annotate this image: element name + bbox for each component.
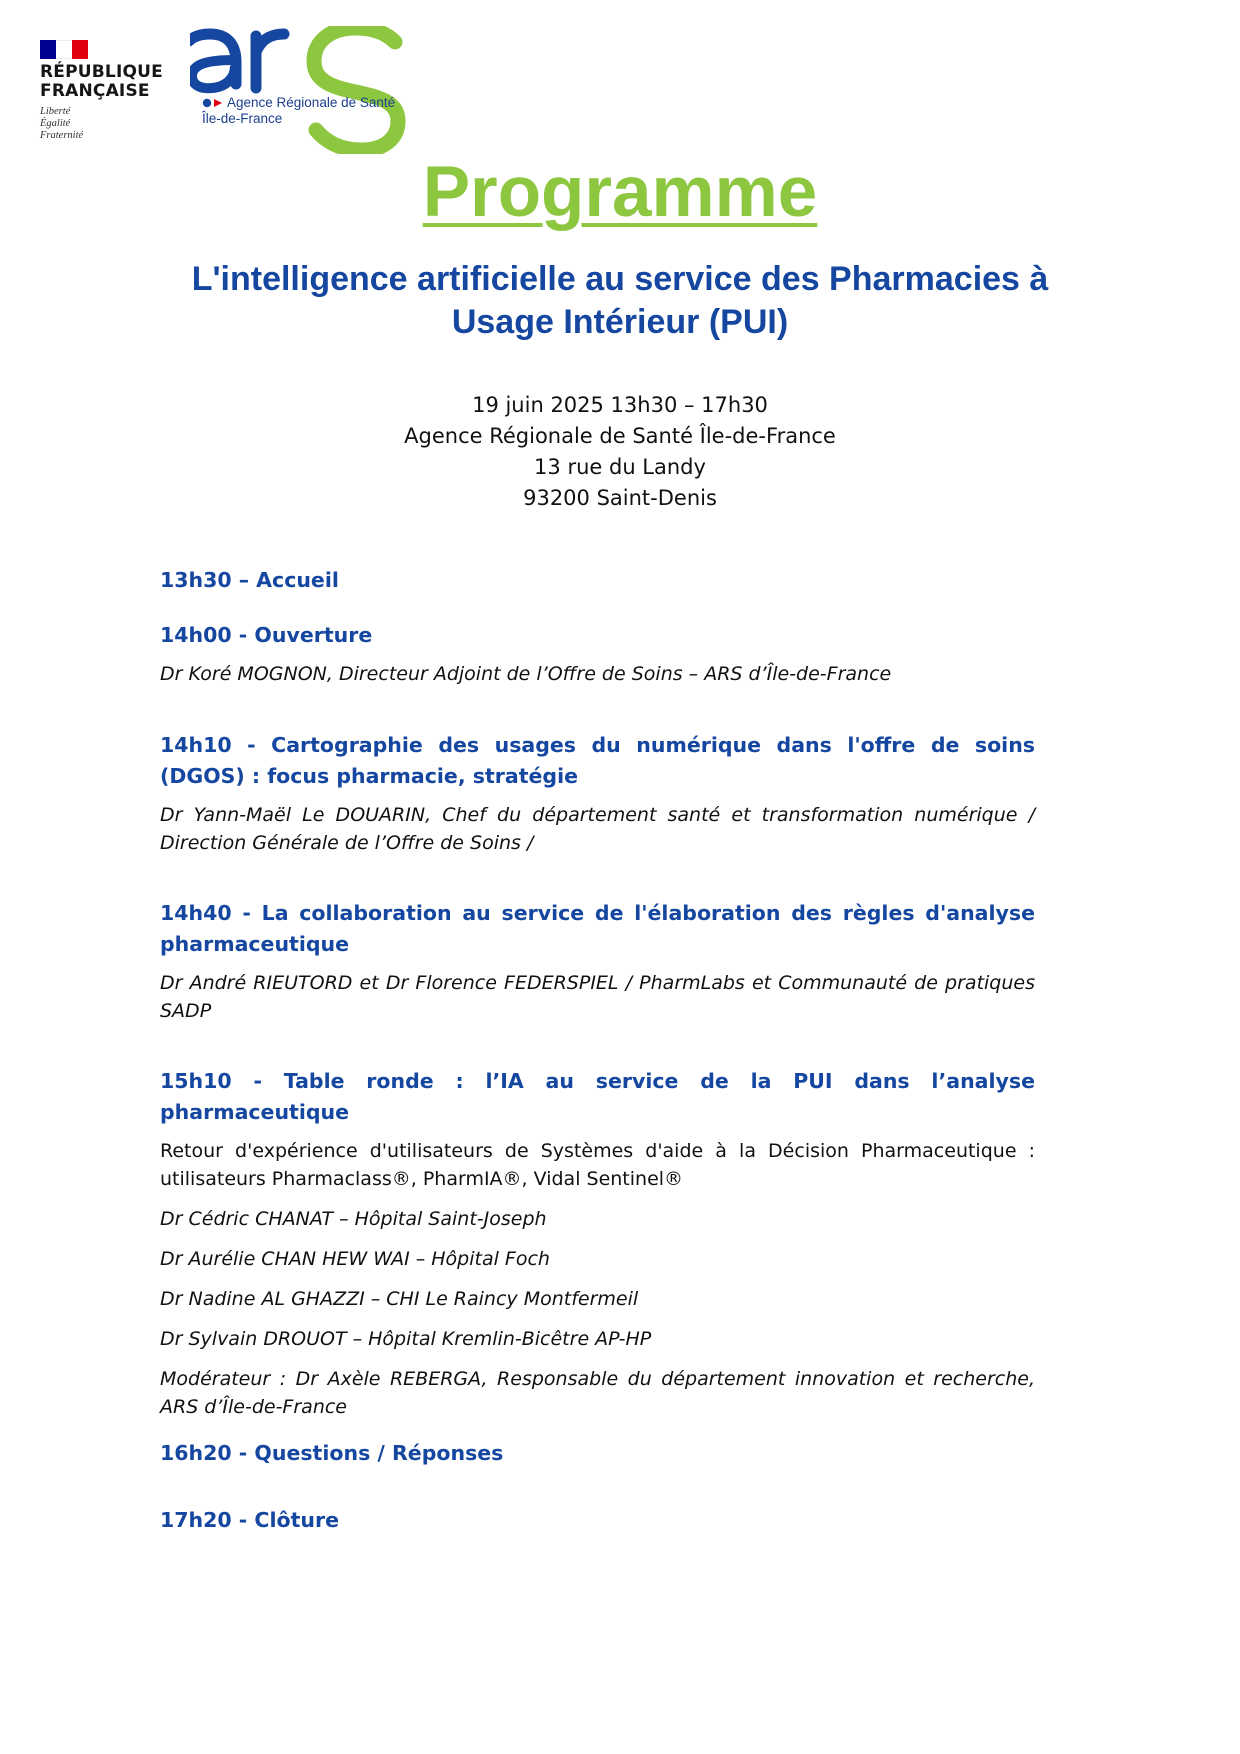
event-street: 13 rue du Landy <box>534 455 706 479</box>
agenda-title-accueil: 13h30 – Accueil <box>160 568 339 592</box>
page-subtitle <box>120 258 1120 344</box>
agenda-item-cloture <box>160 1505 1035 1536</box>
rf-motto-liberte: Liberté <box>40 106 71 117</box>
rf-motto <box>40 106 165 142</box>
ars-letter-s <box>314 28 398 150</box>
agenda-item-collaboration <box>160 898 1035 1025</box>
panelist-3: Dr Nadine AL GHAZZI – CHI Le Raincy Montfermeil <box>160 1288 639 1310</box>
panelist-1: Dr Cédric CHANAT – Hôpital Saint-Joseph <box>160 1208 547 1230</box>
subtitle-line2: Usage Intérieur (PUI) <box>451 303 789 341</box>
agenda-intro-table-ronde: Retour d'expérience d'utilisateurs de Systèmes d'aide à la Décision Pharmaceutique : utilisateurs Pharmaclass®, PharmIA®, Vidal Sentinel® <box>160 1140 1035 1190</box>
republique-francaise-logo <box>40 40 165 142</box>
agenda-speaker-ouverture: Dr Koré MOGNON, Directeur Adjoint de l’Offre de Soins – ARS d’Île-de-France <box>160 663 892 685</box>
panelist-4: Dr Sylvain DROUOT – Hôpital Kremlin-Bicêtre AP-HP <box>160 1328 652 1350</box>
agenda-speaker-collaboration: Dr André RIEUTORD et Dr Florence FEDERSPIEL / PharmLabs et Communauté de pratiques SADP <box>160 972 1035 1022</box>
page-title <box>0 152 1240 234</box>
agenda-title-collaboration: 14h40 - La collaboration au service de l'élaboration des règles d'analyse pharmaceutique <box>160 901 1035 956</box>
moderator: Modérateur : Dr Axèle REBERGA, Responsable du département innovation et recherche, ARS d’Île-de-France <box>160 1368 1035 1418</box>
panelist-2: Dr Aurélie CHAN HEW WAI – Hôpital Foch <box>160 1248 550 1270</box>
ars-logo <box>190 26 415 154</box>
ars-agency-line1: Agence Régionale de Santé <box>227 95 396 110</box>
event-venue: Agence Régionale de Santé Île-de-France <box>404 424 836 448</box>
agenda-title-questions: 16h20 - Questions / Réponses <box>160 1441 504 1465</box>
agenda-title-cartographie: 14h10 - Cartographie des usages du numérique dans l'offre de soins (DGOS) : focus pharmacie, stratégie <box>160 733 1035 788</box>
subtitle-line1: L'intelligence artificielle au service des Pharmacies à <box>191 260 1049 298</box>
event-info <box>0 390 1240 514</box>
event-date: 19 juin 2025 13h30 – 17h30 <box>472 393 768 417</box>
french-flag-icon <box>40 40 88 59</box>
rf-motto-fraternite: Fraternité <box>40 130 84 141</box>
agenda-item-questions <box>160 1438 1035 1469</box>
agenda-title-ouverture: 14h00 - Ouverture <box>160 623 373 647</box>
agenda-item-accueil <box>160 565 1035 596</box>
agenda-item-cartographie <box>160 730 1035 857</box>
agenda-item-ouverture <box>160 620 1035 688</box>
rf-title-line1: RÉPUBLIQUE <box>40 62 163 82</box>
rf-motto-egalite: Égalité <box>40 118 71 129</box>
agenda-title-table-ronde: 15h10 - Table ronde : l’IA au service de la PUI dans l’analyse pharmaceutique <box>160 1069 1035 1124</box>
agenda-title-cloture: 17h20 - Clôture <box>160 1508 339 1532</box>
agenda-speaker-cartographie: Dr Yann-Maël Le DOUARIN, Chef du département santé et transformation numérique / Direction Générale de l’Offre de Soins / <box>160 804 1035 854</box>
event-city: 93200 Saint-Denis <box>523 486 717 510</box>
ars-dots-icon <box>202 98 224 108</box>
agenda-item-table-ronde <box>160 1066 1035 1421</box>
ars-letter-r <box>256 34 284 88</box>
ars-agency-line2: Île-de-France <box>202 111 283 126</box>
page-title-text: Programme <box>422 153 818 232</box>
rf-title-line2: FRANÇAISE <box>40 81 150 101</box>
ars-agency-label <box>202 95 395 127</box>
